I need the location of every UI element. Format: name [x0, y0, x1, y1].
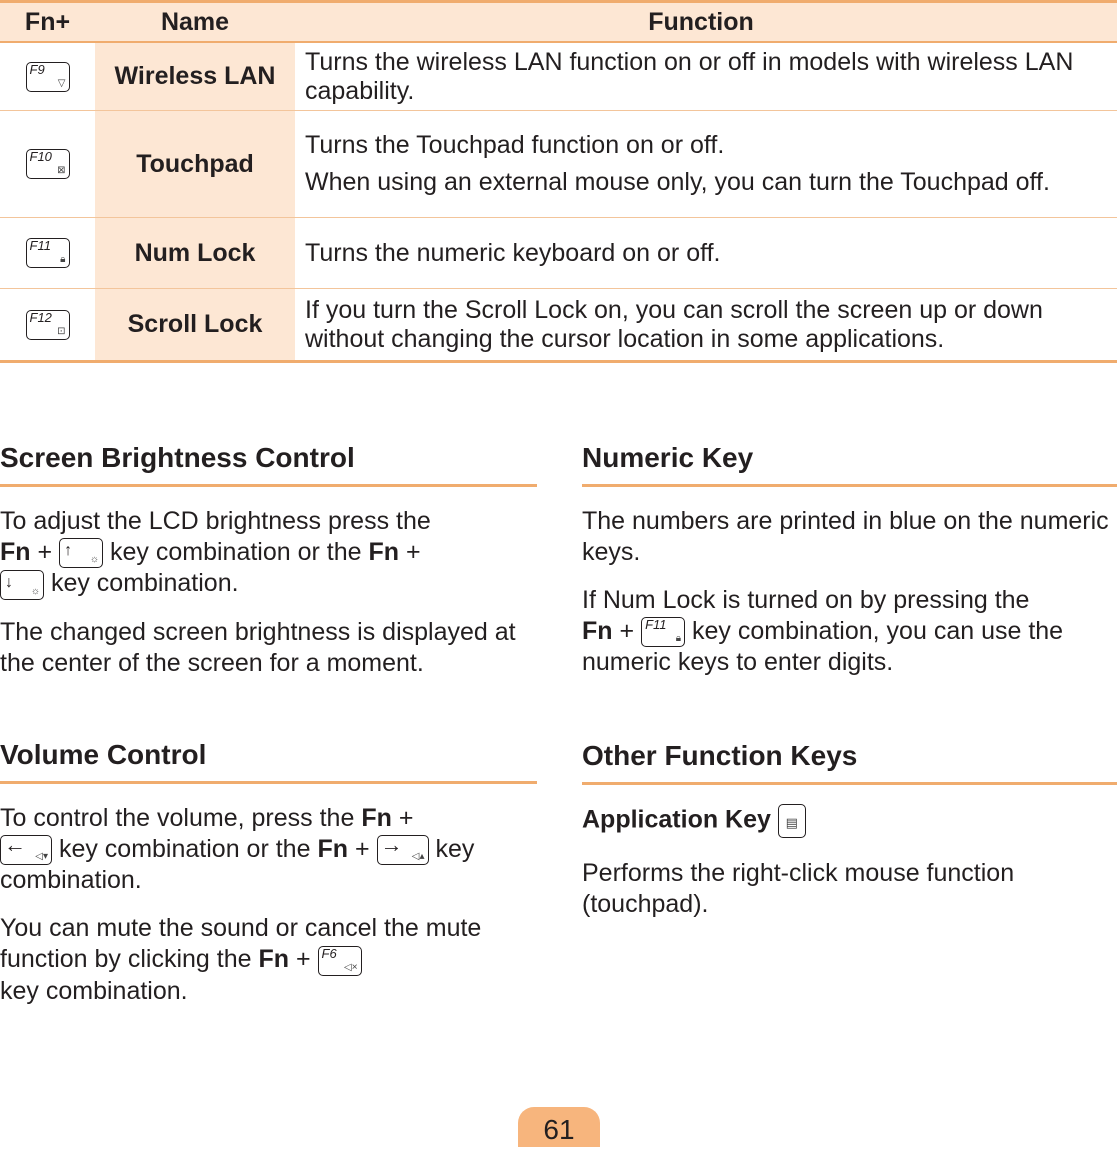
- header-function: Function: [648, 7, 754, 36]
- left-column: [0, 430, 537, 1007]
- brightness-down-key: [0, 570, 44, 600]
- table-row: [0, 218, 1117, 289]
- row-name: Touchpad: [95, 111, 295, 217]
- row-description: Turns the Touchpad function on or off. When using an external mouse only, you can turn the Touchpad off.: [305, 131, 1050, 196]
- header-name: Name: [160, 7, 230, 36]
- volume-paragraph-2: You can mute the sound or cancel the mute function by clicking the Fn + F6 ◁× key combination.: [0, 914, 482, 1005]
- application-key-paragraph: Performs the right-click mouse function (touchpad).: [582, 859, 1015, 919]
- numeric-key-title: Numeric Key: [582, 430, 1117, 487]
- menu-icon: ▤: [785, 815, 798, 831]
- brightness-up-key: [59, 538, 103, 568]
- volume-up-key: [377, 832, 429, 865]
- application-key: [778, 804, 806, 838]
- volume-paragraph-1: To control the volume, press the Fn + ← ◁▾ key combination or the Fn + → ◁▴ key combination.: [0, 803, 475, 895]
- scroll-lock-icon: ⊡: [57, 325, 66, 337]
- f11-key: F11 🔒︎: [641, 617, 685, 647]
- table-row: [0, 289, 1117, 363]
- row-description: If you turn the Scroll Lock on, you can scroll the screen up or down without changing the cursor location in some applications.: [305, 295, 1043, 353]
- page-number: 61: [518, 1107, 600, 1147]
- right-column: [582, 430, 1117, 920]
- lock-icon: 🔒︎: [675, 633, 682, 645]
- row-description: Turns the wireless LAN function on or off in models with wireless LAN capability.: [305, 47, 1074, 105]
- f9-key: F9 ▽: [26, 62, 70, 92]
- row-description: Turns the numeric keyboard on or off.: [305, 238, 721, 267]
- row-name: Wireless LAN: [95, 43, 295, 110]
- arrow-up-icon: ↑: [64, 542, 73, 560]
- application-key-title: Application Key ▤: [582, 804, 1117, 838]
- other-function-keys-title: Other Function Keys: [582, 728, 1117, 785]
- arrow-down-icon: ↓: [5, 573, 13, 591]
- f11-key: F11 🔒︎: [26, 238, 70, 268]
- f6-key: F6 ◁×: [318, 946, 362, 976]
- brightness-title: Screen Brightness Control: [0, 430, 537, 487]
- mute-icon: ◁×: [344, 961, 358, 973]
- arrow-right-icon: →: [380, 832, 403, 858]
- header-fn: Fn+: [24, 7, 71, 36]
- wifi-icon: ▽: [57, 77, 66, 89]
- volume-down-key: [0, 832, 52, 865]
- arrow-left-icon: ←: [4, 832, 26, 858]
- speaker-icon: ◁▾: [35, 851, 48, 863]
- table-row: [0, 111, 1117, 218]
- touchpad-icon: ⊠: [57, 165, 66, 176]
- f12-key: F12 ⊡: [26, 310, 70, 340]
- row-name: Scroll Lock: [95, 289, 295, 360]
- row-name: Num Lock: [95, 218, 295, 288]
- function-key-table: [0, 0, 1117, 363]
- brightness-paragraph-2: The changed screen brightness is displayed at the center of the screen for a moment.: [0, 617, 516, 677]
- brightness-paragraph-1: To adjust the LCD brightness press the Fn + ↑ ☼ key combination or the Fn + ↓ ☼ key combination.: [0, 506, 537, 600]
- sun-icon: ☼: [89, 554, 100, 566]
- table-row: [0, 43, 1117, 111]
- numeric-paragraph-1: The numbers are printed in blue on the numeric keys.: [582, 507, 1109, 566]
- sun-icon: ☼: [30, 585, 40, 597]
- table-header: [0, 0, 1117, 43]
- lock-icon: 🔒︎: [60, 254, 66, 265]
- numeric-paragraph-2: If Num Lock is turned on by pressing the Fn + F11 🔒︎ key combination, you can use the numeric keys to enter digits.: [582, 586, 1064, 677]
- volume-title: Volume Control: [0, 727, 537, 784]
- f10-key: F10 ⊠: [26, 149, 70, 179]
- speaker-icon: ◁▴: [411, 851, 425, 863]
